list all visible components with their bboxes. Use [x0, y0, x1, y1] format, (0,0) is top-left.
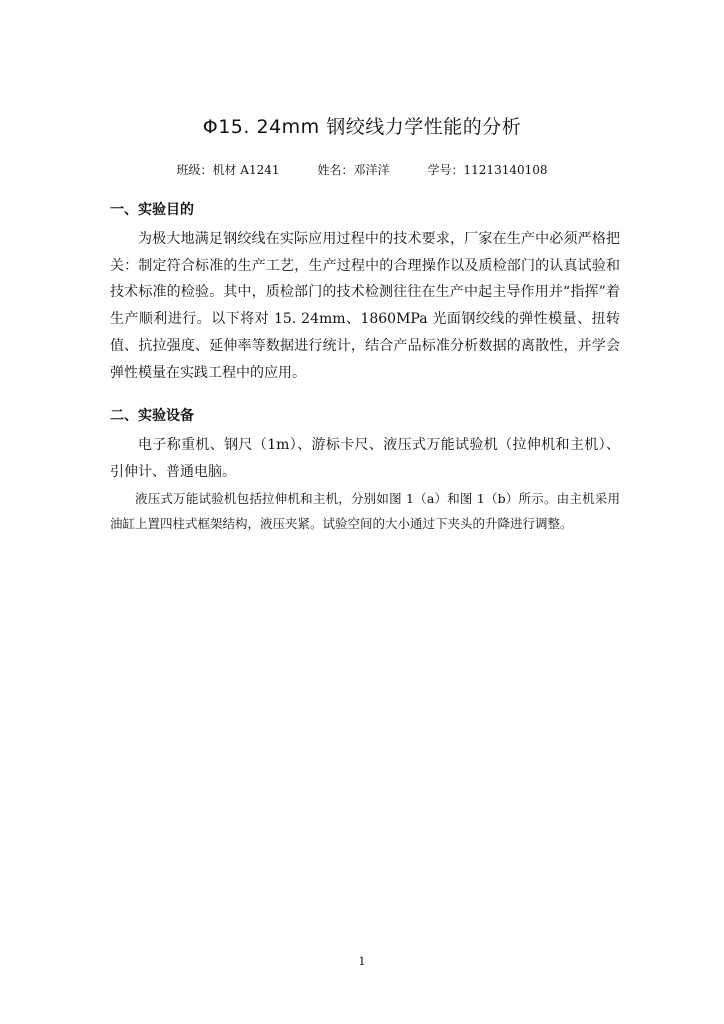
paragraph-equipment-description: 液压式万能试验机包括拉伸机和主机，分别如图 1（a）和图 1（b）所示。由主机采用油缸上置四柱式框架结构，液压夹紧。试验空间的大小通过下夹头的升降进行调整。	[110, 491, 620, 531]
student-id: 学号：11213140108	[427, 163, 548, 177]
section-heading-equipment: 二、实验设备	[110, 408, 194, 424]
page-number: 1	[358, 955, 366, 968]
document-title: Φ15. 24mm 钢绞线力学性能的分析	[202, 116, 522, 138]
author-info	[0, 161, 724, 178]
paragraph-purpose: 为极大地满足钢绞线在实际应用过程中的技术要求，厂家在生产中必须严格把关：制定符合标准的生产工艺，生产过程中的合理操作以及质检部门的认真试验和技术标准的检验。其中，质检部门的技术检测往往在生产中起主导作用并“指挥”着生产顺利进行。以下将对 15. 24mm、1860MPa 光面钢绞线的弹性模量、扭转值、抗拉强度、延伸率等数据进行统计，结合产品标准分析数据的离散性，并学会弹性模量在实践工程中的应用。	[110, 231, 620, 381]
section-heading-purpose: 一、实验目的	[110, 202, 194, 218]
class-info: 班级：机材 A1241	[176, 163, 280, 177]
student-name: 姓名：邓洋洋	[317, 163, 390, 177]
paragraph-equipment-list: 电子称重机、钢尺（1m）、游标卡尺、液压式万能试验机（拉伸机和主机）、引伸计、普通电脑。	[110, 437, 620, 480]
